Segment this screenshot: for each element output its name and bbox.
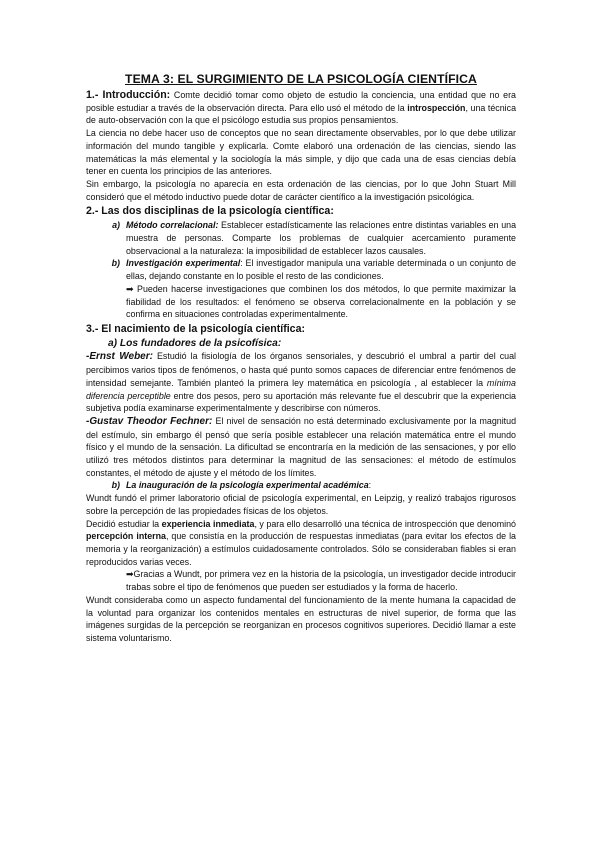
subsection-b-heading: b) La inauguración de la psicología experimental académica:: [86, 479, 516, 492]
section-3-heading: 3.- El nacimiento de la psicología científica:: [86, 322, 305, 335]
arrow-icon: ➡: [126, 283, 134, 294]
fechner-paragraph: -Gustav Theodor Fechner: El nivel de sensación no está determinado exclusivamente por la magnitud del estímulo, sin embargo él pensó que sería posible establecer una relación matemática entre el mundo físico y el mundo de la sensación. La dificultad se encontraría en la medición de las sensaciones, y por ello utilizó tres métodos distintos para determinar la magnitud de las sensaciones: el método de estímulos constantes, el método de ajuste y el método de los límites.: [86, 415, 517, 478]
note-paragraph: ➡ Pueden hacerse investigaciones que combinen los dos métodos, lo que permite maximizar la fiabilidad de los resultados: el fenómeno se observa correlacionalmente en la población y se confirma en situaciones controladas experimentalmente.: [126, 283, 516, 320]
wundt-paragraph-2: Decidió estudiar la experiencia inmediata, y para ello desarrolló una técnica de introspección que denominó percepción interna, que consistía en la producción de respuestas inmediatas (para evitar los efectos de la memoria y la reorganización) a estímulos cuidadosamente controlados. Sólo se consideraban fiables si eran reproducidos varias veces.: [86, 518, 516, 567]
list-marker: b): [111, 258, 120, 269]
weber-paragraph: -Ernst Weber: Estudió la fisiología de los órganos sensoriales, y descubrió el umbral a partir del cual percibimos varios tipos de fenómenos, o hasta qué punto somos capaces de diferenciar entre fenómenos de intensidad semejante. También planteó la primera ley matemática en psicología , al establecer la mínima diferencia perceptible entre dos pesos, pero su aportación más relevante fue el descubrir que la experiencia subjetiva podía examinarse experimentalmente y describirse con números.: [86, 351, 517, 414]
list-item-experimental: b) Investigación experimental: El investigador manipula una variable determinada o un conjunto de ellas, dejando constante en lo posible el resto de las condiciones.: [86, 257, 516, 282]
section-2-heading: 2.- Las dos disciplinas de la psicología científica:: [86, 205, 334, 218]
subsection-a-heading: a) Los fundadores de la psicofísica:: [108, 337, 282, 349]
intro-paragraph-2: La ciencia no debe hacer uso de conceptos que no sean directamente observables, por lo que debe utilizar información del mundo tangible y explicarla. Comte elaboró una ordenación de las ciencias, siendo las matemáticas la más elemental y la sociología la más simple, y dijo que cada una de esas ciencias debía tener en cuenta los principios de las anteriores.: [86, 128, 516, 177]
wundt-paragraph-3: Wundt consideraba como un aspecto fundamental del funcionamiento de la mente humana la capacidad de la voluntad para organizar los contenidos mentales en estructuras de nivel superior, de forma que las imágenes surgidas de la percepción se reorganizan en procesos cognitivos superiores. Decidió llamar a este sistema voluntarismo.: [86, 594, 516, 643]
intro-paragraph-1: 1.- Introducción: Comte decidió tomar como objeto de estudio la conciencia, una entidad que no era posible estudiar a través de la observación directa. Para ello usó el método de la introspección, una técnica de auto-observación con la que el psicólogo estudia sus propios pensamientos.: [86, 89, 517, 126]
list-item-correlacional: a) Método correlacional: Establecer estadísticamente las relaciones entre distintas variables en una muestra de personas. Comparte los problemas de cualquier acercamiento puramente observacional a la naturaleza: la imposibilidad de establecer lazos causales.: [86, 219, 516, 257]
arrow-icon: ➡: [126, 569, 134, 580]
wundt-paragraph-1: Wundt fundó el primer laboratorio oficial de psicología experimental, en Leipzig, y realizó trabajos rigurosos sobre la percepción de las propiedades físicas de los objetos.: [86, 493, 516, 516]
section-1-heading: 1.- Introducción:: [86, 89, 171, 101]
document-title: TEMA 3: EL SURGIMIENTO DE LA PSICOLOGÍA CIENTÍFICA: [125, 72, 477, 86]
list-marker: a): [112, 220, 120, 231]
wundt-note: ➡Gracias a Wundt, por primera vez en la historia de la psicología, un investigador decide introducir trabas sobre el tipo de fenómenos que pueden ser estudiados y la forma de hacerlo.: [126, 569, 516, 593]
list-marker: b): [111, 480, 120, 491]
intro-paragraph-3: Sin embargo, la psicología no aparecía en esta ordenación de las ciencias, por lo que John Stuart Mill consideró que el método inductivo puede dotar de carácter científico a la investigación psicológica.: [86, 178, 516, 202]
